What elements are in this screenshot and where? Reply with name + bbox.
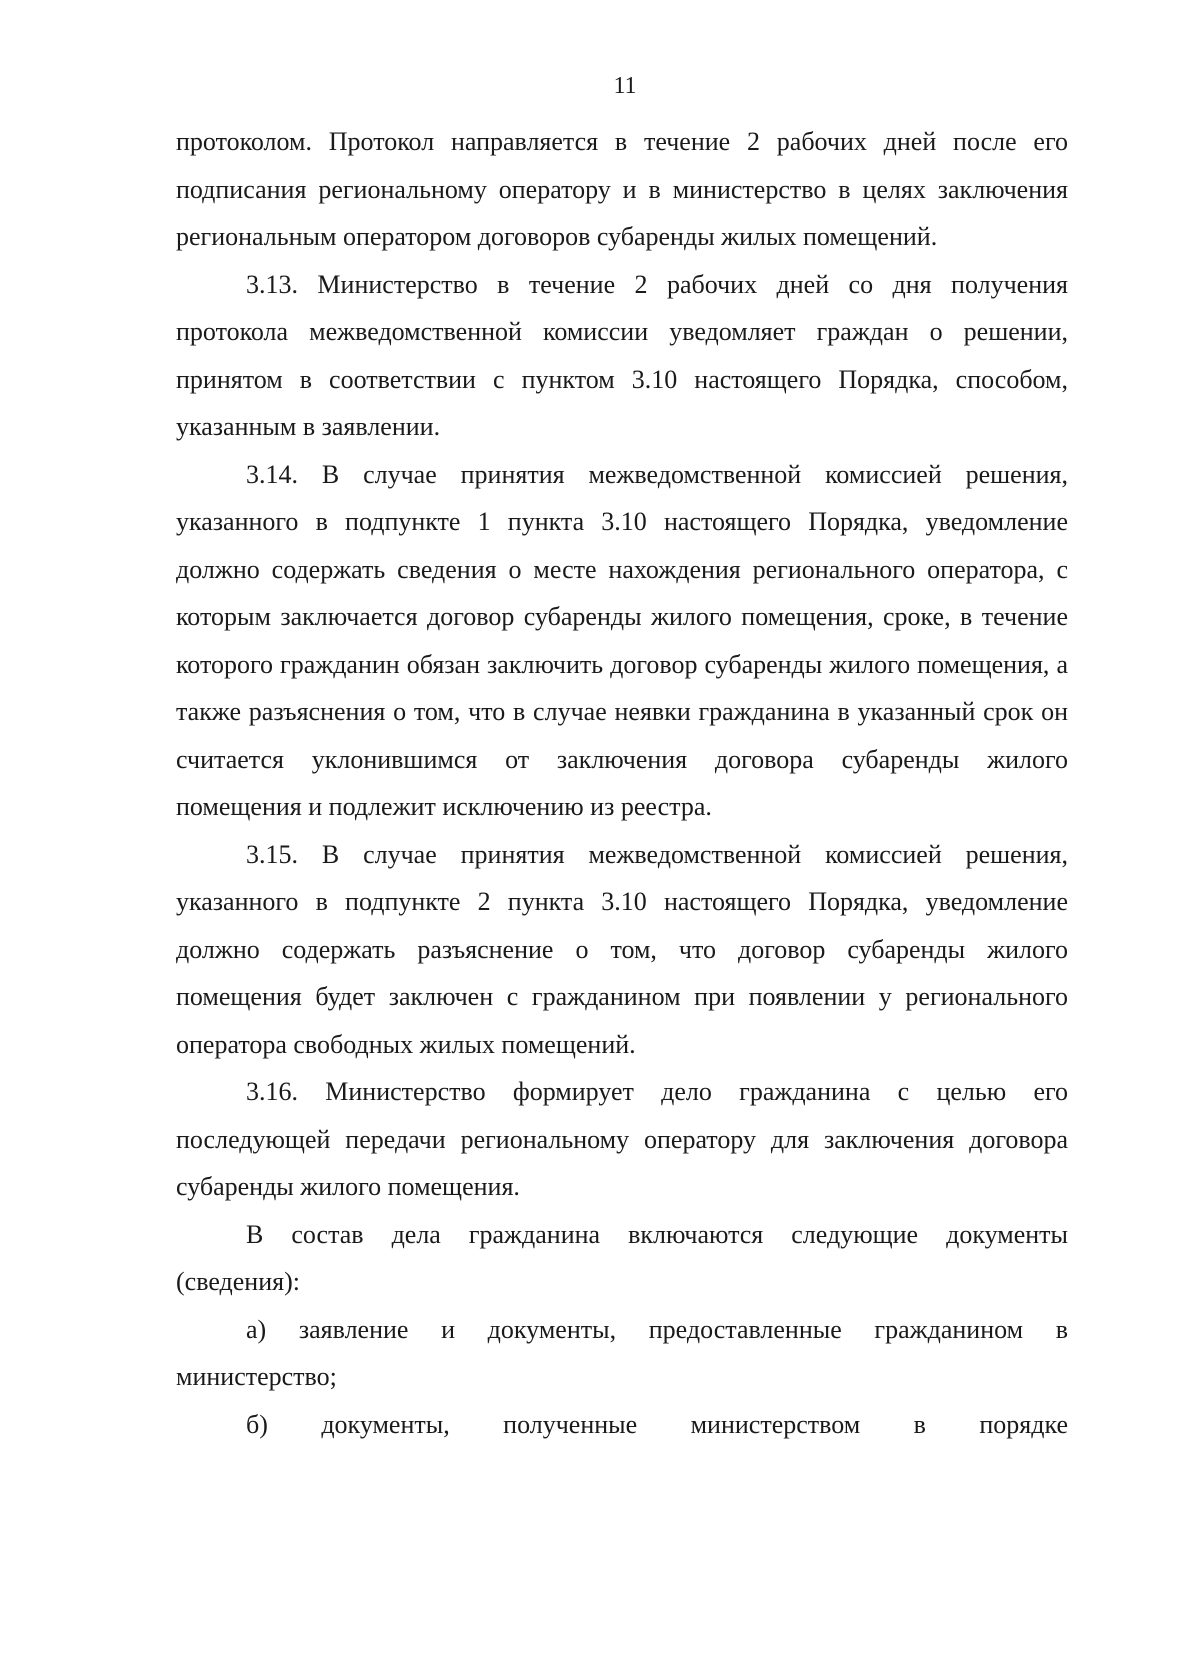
document-body	[176, 118, 1068, 1448]
page-number: 11	[613, 73, 637, 99]
paragraph-3-14: 3.14. В случае принятия межведомственной комиссией решения, указанного в подпункте 1 пункта 3.10 настоящего Порядка, уведомление должно содержать сведения о месте нахождения регионального оператора, с которым заключается договор субаренды жилого помещения, сроке, в течение которого гражданин обязан заключить договор субаренды жилого помещения, а также разъяснения о том, что в случае неявки гражданина в указанный срок он считается уклонившимся от заключения договора субаренды жилого помещения и подлежит исключению из реестра.	[176, 459, 1068, 821]
list-item-a: а) заявление и документы, предоставленные гражданином в министерство;	[176, 1314, 1068, 1391]
paragraph-3-16: 3.16. Министерство формирует дело гражданина с целью его последующей передачи региональному оператору для заключения договора субаренды жилого помещения.	[176, 1077, 1068, 1201]
list-item-b: б) документы, полученные министерством в порядке	[246, 1409, 1068, 1439]
paragraph-continuation: протоколом. Протокол направляется в течение 2 рабочих дней после его подписания региональному оператору и в министерство в целях заключения региональным оператором договоров субаренды жилых помещений.	[176, 127, 1068, 251]
paragraph-3-13: 3.13. Министерство в течение 2 рабочих дней со дня получения протокола межведомственной комиссии уведомляет граждан о решении, принятом в соответствии с пунктом 3.10 настоящего Порядка, способом, указанным в заявлении.	[176, 269, 1068, 441]
paragraph-case-composition: В состав дела гражданина включаются следующие документы (сведения):	[176, 1219, 1068, 1296]
paragraph-3-15: 3.15. В случае принятия межведомственной комиссией решения, указанного в подпункте 2 пункта 3.10 настоящего Порядка, уведомление должно содержать разъяснение о том, что договор субаренды жилого помещения будет заключен с гражданином при появлении у регионального оператора свободных жилых помещений.	[176, 839, 1068, 1059]
